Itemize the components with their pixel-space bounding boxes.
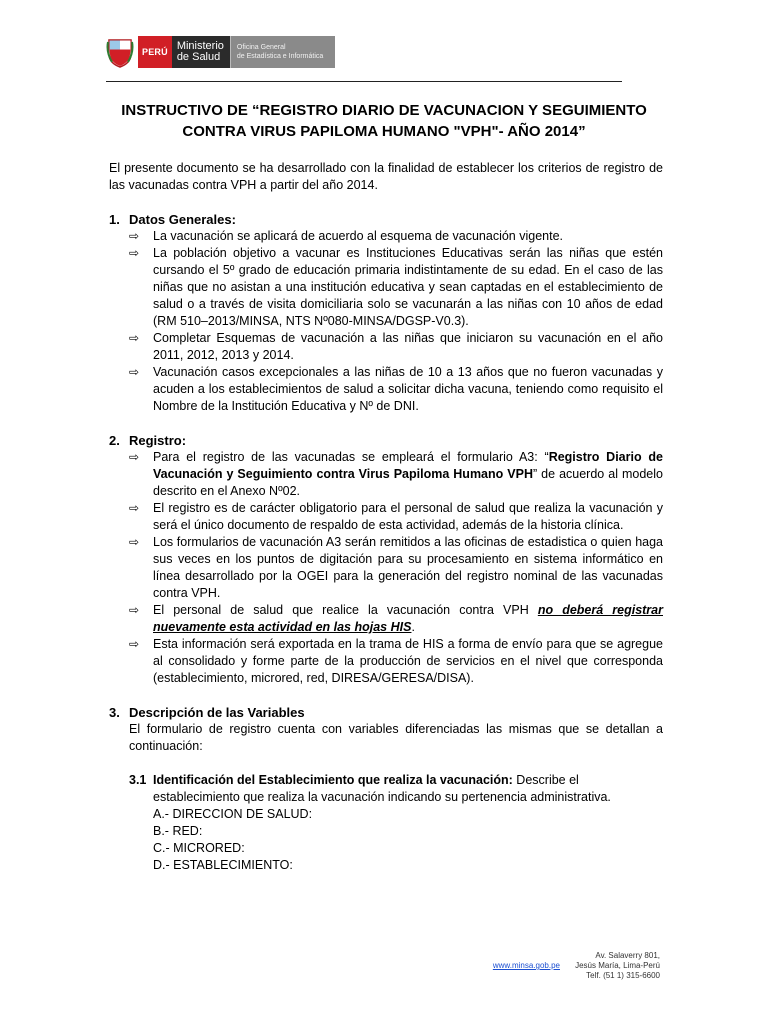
section-title: Datos Generales: bbox=[129, 212, 236, 227]
coat-of-arms-icon bbox=[106, 36, 134, 68]
section-3-heading bbox=[109, 704, 663, 721]
list-item: ⇨ Los formularios de vacunación A3 serán remitidos a las oficinas de estadistica o quien haga sus veces en los puntos de digitación para su procesamiento en sistema informático en línea desarrollado por la OGEI para la generación del registro nominal de las vacunadas contra VPH. bbox=[129, 535, 663, 600]
subsection-title: Identificación del Establecimiento que realiza la vacunación: bbox=[153, 773, 513, 787]
phone-number: Telf. (51 1) 315-6600 bbox=[586, 971, 660, 980]
title-line1: INSTRUCTIVO DE “REGISTRO DIARIO DE VACUNACION Y SEGUIMIENTO bbox=[121, 102, 647, 119]
section-3-text: El formulario de registro cuenta con variables diferenciadas las mismas que se detallan a continuación: bbox=[129, 722, 663, 753]
list-item: A.- DIRECCION DE SALUD: bbox=[153, 807, 313, 821]
arrow-right-icon: ⇨ bbox=[129, 603, 140, 617]
list-item: D.- ESTABLECIMIENTO: bbox=[153, 858, 293, 872]
variable-list bbox=[109, 806, 663, 874]
list-item: ⇨ Para el registro de las vacunadas se empleará el formulario A3: “Registro Diario de Vacunación y Seguimiento contra Virus Papiloma Humano VPH” de acuerdo al modelo descrito en el Anexo Nº02. bbox=[129, 450, 663, 498]
list-item: ⇨ Vacunación casos excepcionales a las niñas de 10 a 13 años que no fueron vacunadas y acuden a los establecimientos de salud a solicitar dicha vacuna, teniendo como requisito el Nombre de la Institución Educativa y Nº de DNI. bbox=[129, 365, 663, 413]
section-number: 1. bbox=[109, 212, 120, 227]
office-line2: de Estadística e Informática bbox=[236, 53, 324, 60]
list-item: ⇨ La población objetivo a vacunar es Instituciones Educativas serán las niñas que estén cursando el 5º grado de educación primaria indistintamente de su edad. En el caso de las niñas que no asistan a una institución educativa y sean captadas en el establecimiento de salud o a través de visita domiciliaria solo se vacunarán a las niñas con 10 años de edad (RM 510–2013/MINSA, NTS Nº080-MINSA/DGSP-V0.3). bbox=[129, 246, 663, 328]
list-item: C.- MICRORED: bbox=[153, 841, 245, 855]
intro-paragraph: El presente documento se ha desarrollado con la finalidad de establecer los criterios de registro de las vacunadas contra VPH a partir del año 2014. bbox=[109, 161, 663, 192]
subsection-number: 3.1 bbox=[129, 773, 147, 787]
address-line2: Jesús María, Lima-Perú bbox=[575, 961, 660, 970]
website-link[interactable]: www.minsa.gob.pe bbox=[492, 961, 560, 970]
section-2-heading bbox=[109, 432, 663, 449]
arrow-right-icon: ⇨ bbox=[129, 501, 140, 515]
section-title: Registro: bbox=[129, 433, 187, 448]
title-line2: CONTRA VIRUS PAPILOMA HUMANO "VPH"- AÑO 2014” bbox=[182, 123, 586, 140]
address-line1: Av. Salaverry 801, bbox=[595, 951, 660, 960]
section-1-heading bbox=[109, 211, 663, 228]
section-number: 3. bbox=[109, 705, 120, 720]
arrow-right-icon: ⇨ bbox=[129, 331, 140, 345]
arrow-right-icon: ⇨ bbox=[129, 229, 140, 243]
arrow-right-icon: ⇨ bbox=[129, 365, 140, 379]
section-title: Descripción de las Variables bbox=[129, 705, 305, 720]
list-item: ⇨ Esta información será exportada en la trama de HIS a forma de envío para que se agregue al consolidado y forme parte de la producción de servicios en el nivel que corresponda (establecimiento, microred, red, DIRESA/GERESA/DISA). bbox=[129, 637, 663, 685]
office-line1: Oficina General bbox=[236, 44, 286, 51]
document-title bbox=[110, 100, 658, 142]
subsection-text: Describe el establecimiento que realiza la vacunación indicando su pertenencia administrativa. bbox=[153, 773, 611, 804]
ministry-line2: de Salud bbox=[176, 51, 221, 63]
list-item: ⇨ Completar Esquemas de vacunación a las niñas que iniciaron su vacunación en el año 2011, 2012, 2013 y 2014. bbox=[129, 331, 663, 362]
section-number: 2. bbox=[109, 433, 120, 448]
list-item: ⇨ La vacunación se aplicará de acuerdo al esquema de vacunación vigente. bbox=[129, 229, 563, 243]
form-name: Registro Diario de Vacunación y Seguimiento contra Virus Papiloma Humano VPH bbox=[153, 450, 663, 481]
header-divider bbox=[106, 81, 622, 82]
section-1-list bbox=[109, 228, 663, 415]
document-body bbox=[109, 160, 663, 874]
list-item: ⇨ El personal de salud que realice la vacunación contra VPH no deberá registrar nuevamente esta actividad en las hojas HIS. bbox=[129, 603, 663, 634]
peru-label: PERÚ bbox=[138, 36, 172, 68]
section-2-list bbox=[109, 449, 663, 687]
arrow-right-icon: ⇨ bbox=[129, 535, 140, 549]
minsa-logo bbox=[106, 36, 335, 68]
footer-address bbox=[492, 951, 660, 981]
ministry-name bbox=[172, 36, 230, 68]
list-item: ⇨ El registro es de carácter obligatorio para el personal de salud que realiza la vacunación y será el único documento de respaldo de esta actividad, además de la historia clínica. bbox=[129, 501, 663, 532]
arrow-right-icon: ⇨ bbox=[129, 246, 140, 260]
ministry-line1: Ministerio bbox=[176, 40, 224, 52]
arrow-right-icon: ⇨ bbox=[129, 450, 140, 464]
subsection-3-1 bbox=[109, 772, 663, 806]
office-name bbox=[230, 36, 335, 68]
arrow-right-icon: ⇨ bbox=[129, 637, 140, 651]
emphasis-warning: no deberá registrar nuevamente esta actividad en las hojas HIS bbox=[153, 603, 663, 634]
list-item: B.- RED: bbox=[153, 824, 203, 838]
